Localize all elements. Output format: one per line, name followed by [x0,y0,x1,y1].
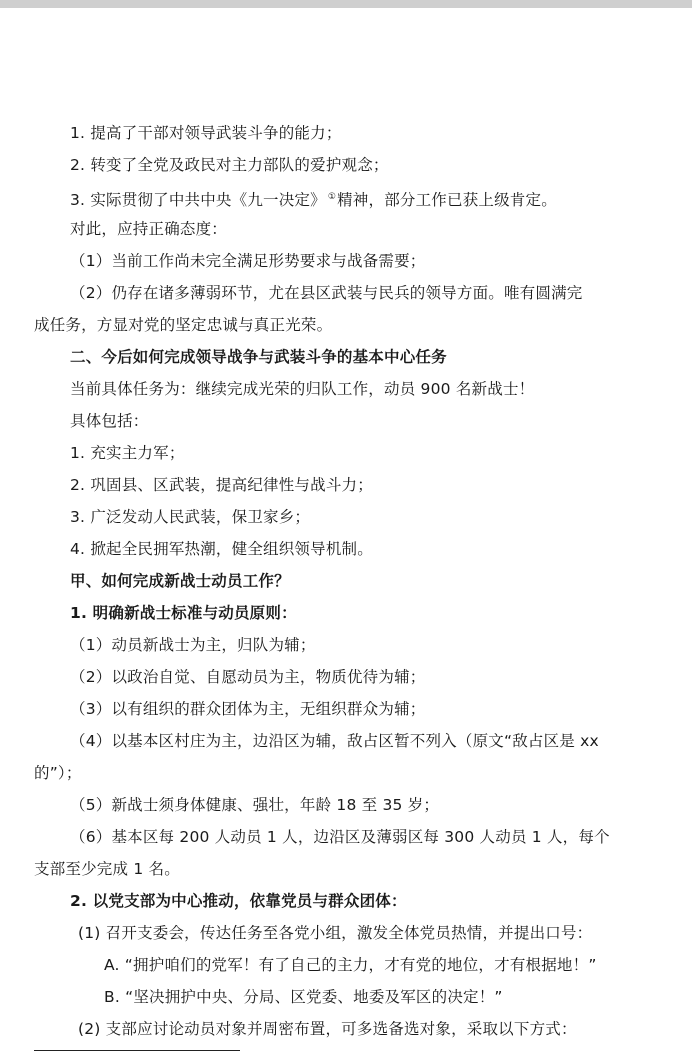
point-1-heading: 1. 明确新战士标准与动员原则： [70,604,297,622]
detail-4: 4. 掀起全民拥军热潮，健全组织领导机制。 [70,540,373,558]
principle-4: （4）以基本区村庄为主，边沿区为辅，敌占区暂不列入（原文“敌占区是 xx [70,732,599,750]
principle-6-cont: 支部至少完成 1 名。 [34,860,180,878]
step-2: (2) 支部应讨论动员对象并周密布置，可多选备选对象，采取以下方式： [78,1020,577,1038]
achievement-2: 2. 转变了全党及政民对主力部队的爱护观念； [70,156,389,174]
attitude-intro: 对此，应持正确态度： [70,220,228,238]
achievement-3-text-cont: 精神，部分工作已获上级肯定。 [337,191,557,209]
attitude-2-cont: 成任务，方显对党的坚定忠诚与真正光荣。 [34,316,333,334]
footnote-divider [34,1050,240,1051]
footnote-marker: ① [327,192,337,202]
slogan-b: B. “坚决拥护中央、分局、区党委、地委及军区的决定！” [104,988,503,1006]
achievement-3 [70,187,557,210]
attitude-2: （2）仍存在诸多薄弱环节，尤在县区武装与民兵的领导方面。唯有圆满完 [70,284,583,302]
principle-6: （6）基本区每 200 人动员 1 人，边沿区及薄弱区每 300 人动员 1 人，每个 [70,828,610,846]
section-heading-2: 二、今后如何完成领导战争与武装斗争的基本中心任务 [70,348,447,366]
subsection-heading-a: 甲、如何完成新战士动员工作？ [70,572,290,590]
detail-2: 2. 巩固县、区武装，提高纪律性与战斗力； [70,476,373,494]
slogan-a: A. “拥护咱们的党军！有了自己的主力，才有党的地位，才有根据地！” [104,956,597,974]
detail-1: 1. 充实主力军； [70,444,185,462]
step-1: (1) 召开支委会，传达任务至各党小组，激发全体党员热情，并提出口号： [78,924,593,942]
principle-5: （5）新战士须身体健康、强壮，年龄 18 至 35 岁； [70,796,440,814]
principle-1: （1）动员新战士为主，归队为辅； [70,636,316,654]
principle-2: （2）以政治自觉、自愿动员为主，物质优待为辅； [70,668,426,686]
details-intro: 具体包括： [70,412,149,430]
achievement-3-text: 3. 实际贯彻了中共中央《九一决定》 [70,191,326,209]
current-task: 当前具体任务为：继续完成光荣的归队工作，动员 900 名新战士！ [70,380,535,398]
attitude-1: （1）当前工作尚未完全满足形势要求与战备需要； [70,252,426,270]
point-2-heading: 2. 以党支部为中心推动，依靠党员与群众团体： [70,892,407,910]
principle-3: （3）以有组织的群众团体为主，无组织群众为辅； [70,700,426,718]
detail-3: 3. 广泛发动人民武装，保卫家乡； [70,508,311,526]
achievement-1: 1. 提高了干部对领导武装斗争的能力； [70,124,342,142]
principle-4-cont: 的”）； [34,764,82,782]
